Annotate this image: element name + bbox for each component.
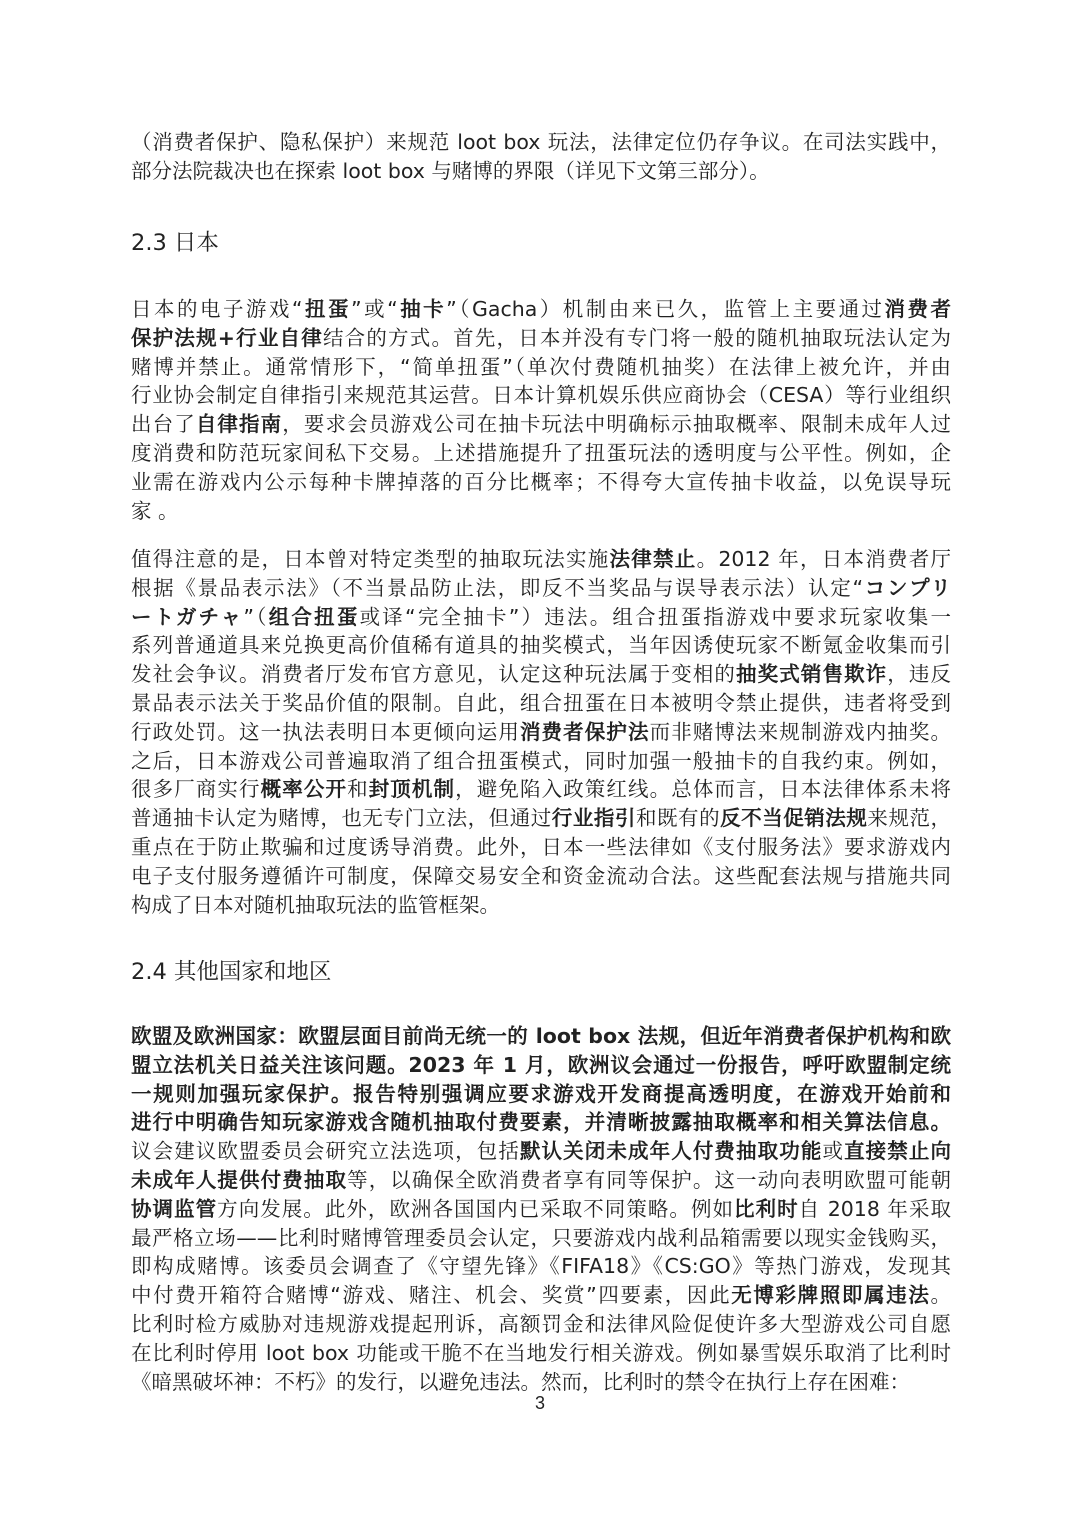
text-run: 赌博并禁止。通常情形下，“简单扭蛋”（单次付费随机抽奖）在法律上被允许，并由 <box>131 354 951 379</box>
bold-text-run: 行业指引 <box>551 806 636 831</box>
bold-text-run: 概率公开 <box>260 777 348 802</box>
bold-text-run: 未成年人提供付费抽取 <box>131 1167 348 1192</box>
text-line <box>131 833 951 862</box>
text-line <box>131 1108 951 1137</box>
text-run: 即构成赌博。该委员会调查了《守望先锋》《FIFA18》《CS:GO》等热门游戏，发现其 <box>131 1254 951 1279</box>
bold-text-run: 封顶机制 <box>368 777 456 802</box>
paragraph-japan-2 <box>131 545 951 919</box>
text-run: ，避免陷入政策红线。总体而言，日本法律体系未将 <box>455 777 951 802</box>
text-line <box>131 775 951 804</box>
text-line <box>131 660 951 689</box>
text-run: 比利时检方威胁对违规游戏提起刑诉，高额罚金和法律风险促使许多大型游戏公司自愿 <box>131 1311 951 1336</box>
text-line <box>131 891 951 920</box>
text-run: 日本的电子游戏“ <box>131 297 303 321</box>
text-line <box>131 574 951 603</box>
bold-text-run: ートガチャ <box>131 604 244 629</box>
text-line <box>131 128 951 157</box>
text-line <box>131 468 951 497</box>
text-run: ”（ <box>243 604 269 629</box>
text-line <box>131 353 951 382</box>
page-number: 3 <box>534 1393 545 1413</box>
text-run: ，违反 <box>887 662 951 687</box>
bold-text-run: 比利时 <box>734 1196 799 1221</box>
text-run: 根据《景品表示法》（不当景品防止法，即反不当奖品与误导表示法）认定“ <box>131 575 864 600</box>
bold-text-run: 保护法规+行业自律 <box>131 325 323 350</box>
text-run: ”（Gacha）机制由来已久，监管上主要通过 <box>446 297 885 321</box>
bold-text-run: 反不当促销法规 <box>720 806 868 831</box>
bold-text-run: 默认关闭未成年人付费抽取功能 <box>519 1139 823 1164</box>
text-run: 景品表示法关于奖品价值的限制。自此，组合扭蛋在日本被明令禁止提供，违者将受到 <box>131 690 951 715</box>
text-run: ”或“ <box>350 297 398 321</box>
bold-text-run: 进行中明确告知玩家游戏含随机抽取付费要素，并清晰披露抽取概率和相关算法信息。 <box>131 1110 951 1135</box>
paragraph-japan-1 <box>131 295 951 525</box>
bold-text-run: 协调监管 <box>131 1196 218 1221</box>
text-run: （消费者保护、隐私保护）来规范 loot box 玩法，法律定位仍存争议。在司法实践中， <box>131 130 951 154</box>
text-run: 或 <box>822 1139 845 1164</box>
text-run: 家 。 <box>131 498 179 523</box>
text-line <box>131 497 951 526</box>
section-heading-2-4: 2.4 其他国家和地区 <box>131 959 332 985</box>
bold-text-run: 抽卡 <box>397 297 447 321</box>
bold-text-run: 扭蛋 <box>302 297 351 321</box>
text-line <box>131 631 951 660</box>
text-line <box>131 804 951 833</box>
text-run: 度消费和防范玩家间私下交易。上述措施提升了扭蛋玩法的透明度与公平性。例如，企 <box>131 440 951 465</box>
bold-text-run: 组合扭蛋 <box>268 604 360 629</box>
bold-text-run: 抽奖式销售欺诈 <box>736 662 888 687</box>
bold-text-run: 自律指南 <box>195 412 283 437</box>
text-run: 出台了 <box>131 412 196 437</box>
text-run: 中付费开箱符合赌博“游戏、赌注、机会、奖赏”四要素，因此 <box>131 1283 732 1308</box>
text-line <box>131 1310 951 1339</box>
text-run: 最严格立场——比利时赌博管理委员会认定，只要游戏内战利品箱需要以现实金钱购买， <box>131 1225 951 1250</box>
text-run: ，要求会员游戏公司在抽卡玩法中明确标示抽取概率、限制未成年人过 <box>282 412 951 437</box>
text-line <box>131 718 951 747</box>
bold-text-run: 无博彩牌照即属违法 <box>731 1283 931 1308</box>
text-run: 业需在游戏内公示每种卡牌掉落的百分比概率；不得夸大宣传抽卡收益，以免误导玩 <box>131 469 951 494</box>
text-line <box>131 1281 951 1310</box>
text-line <box>131 1195 951 1224</box>
text-run: 等，以确保全欧消费者享有同等保护。这一动向表明欧盟可能朝 <box>347 1167 951 1192</box>
bold-text-run: コンプリ <box>863 575 951 600</box>
text-line <box>131 410 951 439</box>
text-line <box>131 545 951 574</box>
bold-text-run: 一规则加强玩家保护。报告特别强调应要求游戏开发商提高透明度，在游戏开始前和 <box>131 1081 951 1106</box>
text-run: 很多厂商实行 <box>131 777 261 802</box>
text-run: 自 2018 年采取 <box>798 1196 951 1221</box>
text-line <box>131 1166 951 1195</box>
text-line <box>131 862 951 891</box>
text-run: 《暗黑破坏神：不朽》的发行，以避免违法。然而，比利时的禁令在执行上存在困难： <box>131 1369 910 1394</box>
text-line <box>131 747 951 776</box>
bold-text-run: 盟立法机关日益关注该问题。2023 年 1 月，欧洲议会通过一份报告，呼吁欧盟制定统 <box>131 1052 951 1077</box>
text-line <box>131 439 951 468</box>
text-line <box>131 1224 951 1253</box>
text-line <box>131 603 951 632</box>
text-run: 行业协会制定自律指引来规范其运营。日本计算机娱乐供应商协会（CESA）等行业组织 <box>131 383 951 408</box>
text-run: 方向发展。此外，欧洲各国国内已采取不同策略。例如 <box>217 1196 735 1221</box>
bold-text-run: 法律禁止 <box>609 547 697 571</box>
text-run: 结合的方式。首先，日本并没有专门将一般的随机抽取玩法认定为 <box>322 325 951 350</box>
text-run: 来规范， <box>867 806 951 831</box>
paragraph-europe <box>131 1022 951 1396</box>
bold-text-run: 消费者 <box>884 297 951 321</box>
text-run: 部分法院裁决也在探索 loot box 与赌博的界限（详见下文第三部分）。 <box>131 158 770 183</box>
section-heading-2-3: 2.3 日本 <box>131 230 219 256</box>
text-run: 和既有的 <box>635 806 721 831</box>
bold-text-run: 直接禁止向 <box>844 1139 951 1164</box>
text-line <box>131 1051 951 1080</box>
text-line <box>131 1080 951 1109</box>
paragraph-intro <box>131 128 951 186</box>
text-line <box>131 1252 951 1281</box>
text-run: 电子支付服务遵循许可制度，保障交易安全和资金流动合法。这些配套法规与措施共同 <box>131 863 951 888</box>
text-line <box>131 324 951 353</box>
text-line <box>131 157 951 186</box>
text-run: 议会建议欧盟委员会研究立法选项，包括 <box>131 1139 520 1164</box>
text-run: 在比利时停用 loot box 功能或干脆不在当地发行相关游戏。例如暴雪娱乐取消了比利时 <box>131 1340 951 1365</box>
text-run: 系列普通道具来兑换更高价值稀有道具的抽奖模式，当年因诱使玩家不断氪金收集而引 <box>131 633 951 658</box>
text-run: 行政处罚。这一执法表明日本更倾向运用 <box>131 719 520 744</box>
text-line <box>131 381 951 410</box>
text-run: 普通抽卡认定为赌博，也无专门立法，但通过 <box>131 806 552 831</box>
text-line <box>131 689 951 718</box>
text-line <box>131 295 951 324</box>
text-run: 。 <box>930 1283 951 1308</box>
text-run: 值得注意的是，日本曾对特定类型的抽取玩法实施 <box>131 547 610 571</box>
text-run: 之后，日本游戏公司普遍取消了组合扭蛋模式，同时加强一般抽卡的自我约束。例如， <box>131 748 951 773</box>
text-run: 构成了日本对随机抽取玩法的监管框架。 <box>131 892 500 917</box>
bold-text-run: 消费者保护法 <box>519 719 650 744</box>
text-run: 重点在于防止欺骗和过度诱导消费。此外，日本一些法律如《支付服务法》要求游戏内 <box>131 834 951 859</box>
text-run: 和 <box>347 777 369 802</box>
text-line <box>131 1137 951 1166</box>
bold-text-run: 欧盟及欧洲国家：欧盟层面目前尚无统一的 loot box 法规，但近年消费者保护机构和欧 <box>131 1024 951 1048</box>
text-run: 发社会争议。消费者厅发布官方意见，认定这种玩法属于变相的 <box>131 662 737 687</box>
text-run: 而非赌博法来规制游戏内抽奖。 <box>649 719 951 744</box>
text-line <box>131 1339 951 1368</box>
text-run: 。2012 年，日本消费者厅 <box>696 547 951 571</box>
text-run: 或译“完全抽卡”）违法。组合扭蛋指游戏中要求玩家收集一 <box>359 604 951 629</box>
text-line <box>131 1022 951 1051</box>
